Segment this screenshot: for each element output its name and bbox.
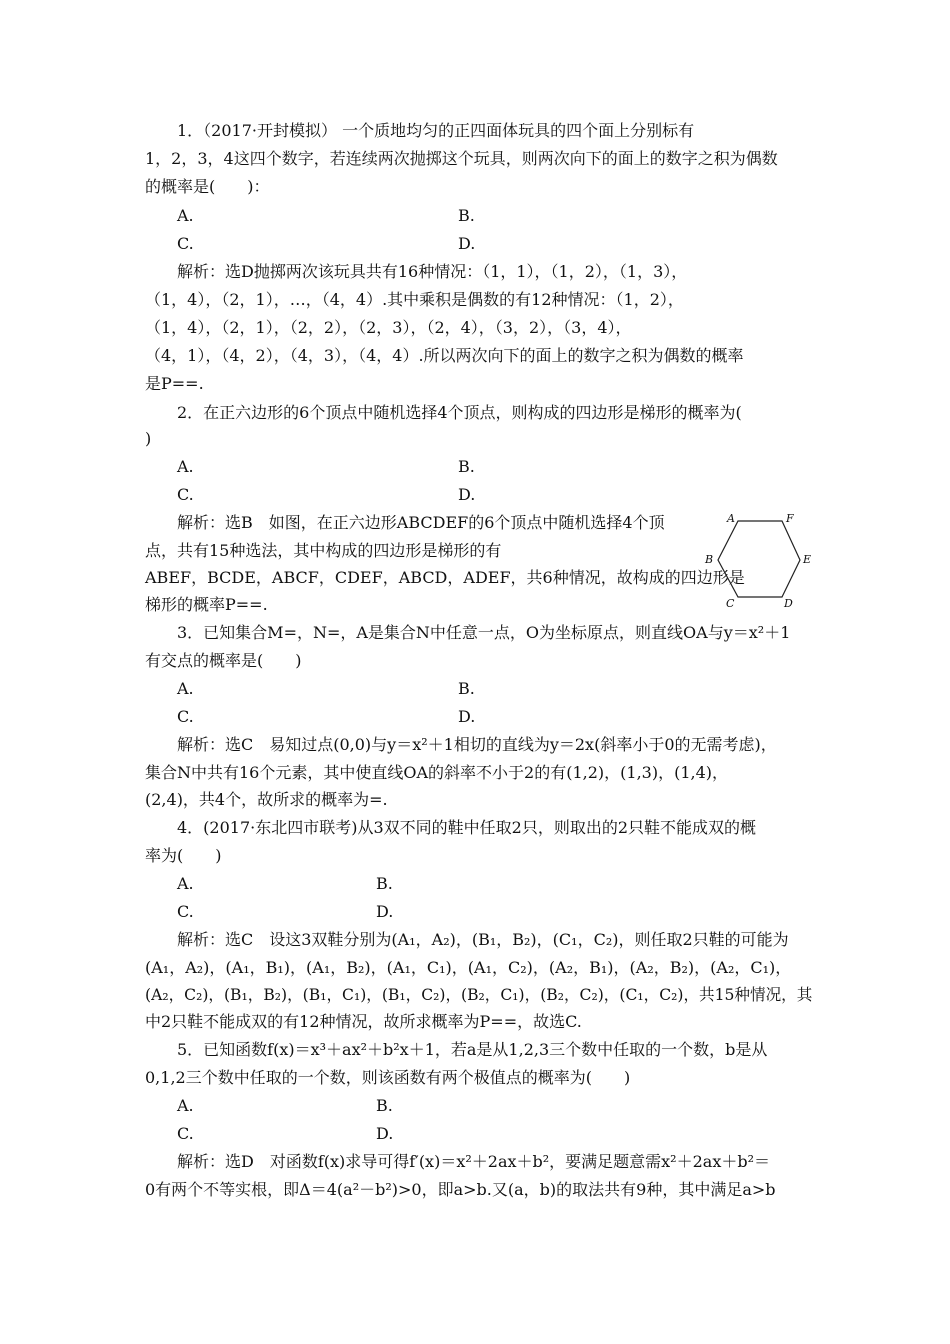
q3-solution-1: 解析：选C 易知过点(0,0)与y＝x²＋1相切的直线为y＝2x(斜率小于0的无需考虑)，	[177, 735, 777, 754]
q4-option-b: B.	[376, 874, 393, 893]
q2-option-a: A.	[177, 457, 194, 476]
q5-line-1: 5．已知函数f(x)＝x³＋ax²＋b²x＋1，若a是从1,2,3三个数中任取的一个数，b是从	[177, 1040, 768, 1059]
q2-option-b: B.	[458, 457, 475, 476]
q3-solution-3: (2,4)，共4个，故所求的概率为=.	[145, 790, 388, 809]
q4-solution-4: 中2只鞋不能成双的有12种情况，故所求概率为P==，故选C.	[145, 1012, 582, 1031]
q3-line-1: 3．已知集合M=，N=，A是集合N中任意一点，O为坐标原点，则直线OA与y＝x²＋1	[177, 623, 791, 642]
q4-option-d: D.	[376, 902, 394, 921]
q1-option-a: A.	[177, 206, 194, 225]
q5-option-b: B.	[376, 1096, 393, 1115]
q2-solution-3: ABEF，BCDE，ABCF，CDEF，ABCD，ADEF，共6种情况，故构成的四边形是	[145, 568, 745, 587]
q1-solution-1: 解析：选D抛掷两次该玩具共有16种情况：（1，1），（1，2），（1，3），	[177, 262, 688, 281]
q5-solution-2: 0有两个不等实根，即Δ＝4(a²－b²)>0，即a>b.又(a，b)的取法共有9种，其中满足a>b	[145, 1180, 776, 1199]
q4-option-a: A.	[177, 874, 194, 893]
q2-option-c: C.	[177, 485, 194, 504]
hexagon-label-d: D	[784, 597, 793, 610]
q4-solution-2: (A₁，A₂)，(A₁，B₁)，(A₁，B₂)，(A₁，C₁)，(A₁，C₂)，(A₂，B₁)，(A₂，B₂)，(A₂，C₁)，	[145, 958, 792, 977]
q4-line-1: 4．(2017·东北四市联考)从3双不同的鞋中任取2只，则取出的2只鞋不能成双的概	[177, 818, 757, 837]
q1-solution-4: （4，1），（4，2），（4，3），（4，4）.所以两次向下的面上的数字之积为偶数的概率	[145, 346, 744, 365]
q1-solution-5: 是P==.	[145, 374, 204, 393]
q1-solution-2: （1，4），（2，1），…，（4，4）.其中乘积是偶数的有12种情况：（1，2），	[145, 290, 684, 309]
q2-line-2: )	[145, 429, 152, 448]
q3-option-d: D.	[458, 707, 476, 726]
q3-option-c: C.	[177, 707, 194, 726]
q1-line-1: 1．（2017·开封模拟） 一个质地均匀的正四面体玩具的四个面上分别标有	[177, 121, 695, 140]
q3-line-2: 有交点的概率是( )	[145, 651, 302, 670]
q5-option-a: A.	[177, 1096, 194, 1115]
q3-solution-2: 集合N中共有16个元素，其中使直线OA的斜率不小于2的有(1,2)，(1,3)，(1,4)，	[145, 763, 729, 782]
q3-option-b: B.	[458, 679, 475, 698]
q4-line-2: 率为( )	[145, 846, 222, 865]
hexagon-shape	[718, 521, 800, 597]
q1-line-3: 的概率是( )：	[145, 177, 270, 196]
q3-option-a: A.	[177, 679, 194, 698]
hexagon-label-c: C	[726, 597, 735, 610]
q1-option-d: D.	[458, 234, 476, 253]
q4-solution-3: (A₂，C₂)，(B₁，B₂)，(B₁，C₁)，(B₁，C₂)，(B₂，C₁)，(B₂，C₂)，(C₁，C₂)，共15种情况，其	[145, 985, 813, 1004]
q5-solution-1: 解析：选D 对函数f(x)求导可得f′(x)＝x²＋2ax＋b²，要满足题意需x²＋2ax＋b²＝	[177, 1152, 770, 1171]
q1-line-2: 1，2，3，4这四个数字，若连续两次抛掷这个玩具，则两次向下的面上的数字之积为偶数	[145, 149, 778, 168]
q4-option-c: C.	[177, 902, 194, 921]
q2-solution-4: 梯形的概率P==.	[145, 595, 268, 614]
q1-option-c: C.	[177, 234, 194, 253]
q2-solution-2: 点，共有15种选法，其中构成的四边形是梯形的有	[145, 541, 502, 560]
q5-option-d: D.	[376, 1124, 394, 1143]
q2-option-d: D.	[458, 485, 476, 504]
hexagon-label-e: E	[803, 553, 812, 566]
q1-option-b: B.	[458, 206, 475, 225]
q2-solution-1: 解析：选B 如图，在正六边形ABCDEF的6个顶点中随机选择4个顶	[177, 513, 665, 532]
hexagon-figure	[700, 512, 815, 612]
q2-line-1: 2．在正六边形的6个顶点中随机选择4个顶点，则构成的四边形是梯形的概率为(	[177, 403, 742, 422]
hexagon-label-b: B	[705, 553, 714, 566]
q5-line-2: 0,1,2三个数中任取的一个数，则该函数有两个极值点的概率为( )	[145, 1068, 631, 1087]
q4-solution-1: 解析：选C 设这3双鞋分别为(A₁，A₂)，(B₁，B₂)，(C₁，C₂)，则任取2只鞋的可能为	[177, 930, 789, 949]
q1-solution-3: （1，4），（2，1），（2，2），（2，3），（2，4），（3，2），（3，4），	[145, 318, 632, 337]
hexagon-label-a: A	[727, 512, 735, 525]
q5-option-c: C.	[177, 1124, 194, 1143]
hexagon-label-f: F	[786, 512, 794, 525]
